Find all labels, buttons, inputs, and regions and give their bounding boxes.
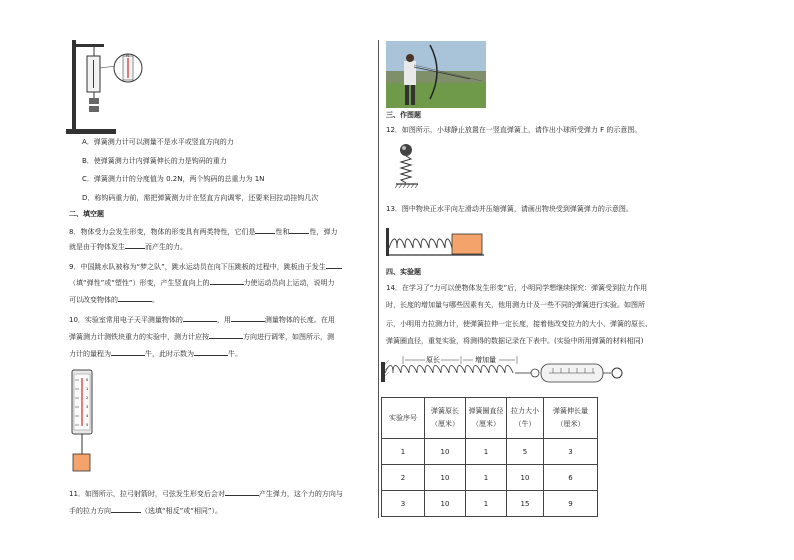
scale-n-label: N	[126, 53, 129, 58]
ball-on-spring-figure	[394, 143, 422, 191]
spring-extension-figure	[381, 352, 627, 388]
table-cell: 3	[382, 491, 425, 517]
question-14-line-3: 示，小明用力拉测力计，使弹簧拉伸一定长度，接着他改变拉力的大小、弹簧的原长、	[386, 320, 652, 328]
question-14-line-4: 弹簧圈直径，重复实验，将测得的数据记录在下表中。(实验中所用弹簧的材料相同)	[386, 337, 644, 345]
scale-tick-2: 2	[86, 396, 89, 400]
section-experiment-heading: 四、实验题	[386, 268, 421, 276]
question-11-line-1: 11．如图所示，拉弓射箭时，弓弦发生形变后会对 产生弹力，这个力的方向与	[69, 490, 343, 498]
table-cell: 2	[382, 465, 425, 491]
header-original-length: 弹簧原长 （厘米）	[425, 398, 466, 439]
question-12: 12．如图所示，小球静止放置在一竖直弹簧上，请作出小球所受弹力 F 的示意图。	[386, 126, 642, 134]
scale-tick-0: 0	[86, 378, 89, 382]
experiment-data-table	[381, 397, 598, 517]
scale-tick-3: 3	[86, 405, 89, 409]
question-10-line-1: 10．实验室常用电子天平测量物体的 ，用 测量物体的长度。在用	[69, 316, 335, 324]
scale-tick-5: 5	[86, 423, 89, 427]
question-9-line-2: （填“弹性”或“塑性”）形变，产生竖直向上的 力使运动员向上运动，说明力	[69, 279, 335, 287]
option-b: B．使弹簧测力计内弹簧伸长的力是钩码的重力	[82, 157, 227, 165]
question-13: 13．图中物块正水平向左滑动并压缩弹簧，请画出物块受到弹簧弹力的示意图。	[386, 205, 633, 213]
increase-amount-label: 增加量	[475, 356, 496, 364]
question-9-line-3: 可以改变物体的 。	[69, 296, 159, 304]
scale-tick-4: 4	[86, 414, 89, 418]
header-trial-number: 实验序号	[382, 398, 425, 439]
question-10-line-3: 力计的量程为 牛，此时示数为 牛。	[69, 350, 242, 358]
question-10-line-2: 弹簧测力计测铁块重力的实验中，测力计应按 方向进行调零，如图所示，测	[69, 333, 334, 341]
question-14-line-1: 14．在学习了“力可以使物体发生形变”后，小明同学想继续探究：弹簧受到拉力作用	[386, 284, 648, 292]
section-fill-in-heading: 二、填空题	[69, 210, 104, 218]
table-row	[382, 439, 598, 465]
question-11-line-2: 手的拉力方向 （选填“相反”或“相同”）。	[69, 507, 223, 515]
question-9-line-1: 9．中国跳水队被称为“梦之队”，跳水运动员在向下压跳板的过程中，跳板由于发生	[69, 261, 342, 272]
table-header-row	[382, 398, 598, 439]
header-extension: 弹簧伸长量 （厘米）	[544, 398, 598, 439]
table-cell: 10	[425, 439, 466, 465]
column-divider	[378, 40, 379, 518]
table-cell: 1	[466, 465, 507, 491]
table-cell: 1	[382, 439, 425, 465]
archer-photo	[386, 41, 486, 108]
header-pull-force: 拉力大小 （牛）	[507, 398, 544, 439]
table-row	[382, 465, 598, 491]
spring-scale-iron-block-figure	[66, 368, 98, 476]
header-coil-diameter: 弹簧圈直径 （厘米）	[466, 398, 507, 439]
spring-scale-stand-figure	[66, 38, 156, 136]
option-c: C．弹簧测力计的分度值为 0.2N，两个钩码的总重力为 1N	[82, 175, 265, 183]
option-a: A．弹簧测力计可以测量不是水平或竖直方向的力	[82, 138, 234, 146]
question-8-line-2: 就是由于物体发生 而产生的力。	[69, 243, 187, 251]
table-row	[382, 491, 598, 517]
table-cell: 1	[466, 491, 507, 517]
question-8-line-1: 8．物体受力会发生形变，物体的形变具有两类特性，它们是 性和 性，弹力	[69, 228, 338, 236]
table-cell: 15	[507, 491, 544, 517]
scale-tick-1: 1	[86, 387, 89, 391]
table-cell: 3	[544, 439, 598, 465]
table-cell: 1	[466, 439, 507, 465]
table-cell: 6	[544, 465, 598, 491]
block-spring-figure	[384, 226, 486, 260]
table-cell: 10	[425, 465, 466, 491]
section-drawing-heading: 三、作图题	[386, 111, 421, 119]
original-length-label: 原长	[426, 356, 440, 364]
table-cell: 10	[425, 491, 466, 517]
table-cell: 9	[544, 491, 598, 517]
option-d: D．称钩码重力前，需把弹簧测力计在竖直方向调零，还要来回拉动挂钩几次	[82, 194, 319, 202]
table-cell: 10	[507, 465, 544, 491]
table-cell: 5	[507, 439, 544, 465]
question-14-line-2: 时，长度的增加量与哪些因素有关，他用测力计及一些不同的弹簧进行实验。如图所	[386, 301, 645, 309]
